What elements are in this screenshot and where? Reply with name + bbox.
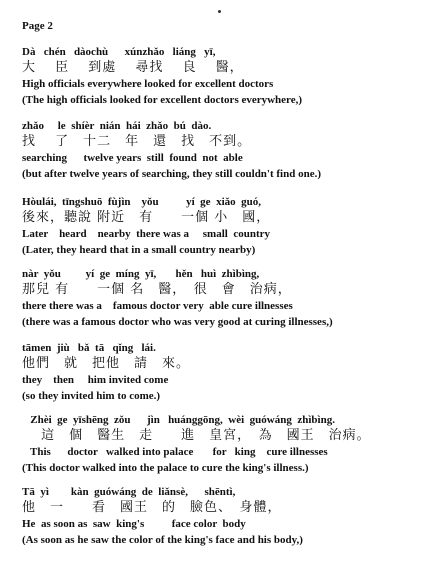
hanzi-line: 這 個 醫生 走 進 皇宮， 為 國王 治病。 xyxy=(22,428,371,443)
hanzi-line: 大 臣 到處 尋找 良 醫， xyxy=(22,60,244,75)
text-block-6 xyxy=(22,412,417,476)
gloss-line: they then him invited come xyxy=(22,374,169,386)
translation-line: (Later, they heard that in a small country nearby) xyxy=(22,244,256,256)
translation-line: (but after twelve years of searching, they still couldn't find one.) xyxy=(22,168,322,180)
pinyin-line: Hòulái, tīngshuō fùjìn yǒu yí ge xiǎo guó, xyxy=(22,196,261,208)
text-block-7 xyxy=(22,484,417,548)
gloss-line: He as soon as saw king's face color body xyxy=(22,518,246,530)
pinyin-line: Dà chén dàochù xúnzhǎo liáng yī, xyxy=(22,46,216,58)
gloss-line: Later heard nearby there was a small country xyxy=(22,228,270,240)
pinyin-line: Zhèi ge yīshēng zǒu jìn huánggōng, wèi guówáng zhìbìng. xyxy=(22,414,335,426)
gloss-line: searching twelve years still found not able xyxy=(22,152,243,164)
pinyin-line: tāmen jiù bǎ tā qǐng lái. xyxy=(22,342,156,354)
hanzi-line: 他們 就 把他 請 來。 xyxy=(22,356,191,371)
pinyin-line: Tā yì kàn guówáng de liǎnsè, shēntì, xyxy=(22,486,236,498)
hanzi-line: 那兒 有 一個 名 醫， 很 會 治病， xyxy=(22,282,292,297)
translation-line: (This doctor walked into the palace to cure the king's illness.) xyxy=(22,462,309,474)
pinyin-line: nàr yǒu yí ge míng yī, hěn huì zhìbìng, xyxy=(22,268,260,280)
text-block-2 xyxy=(22,118,417,182)
gloss-line: High officials everywhere looked for excellent doctors xyxy=(22,78,274,90)
text-block-3 xyxy=(22,194,417,258)
translation-line: (so they invited him to come.) xyxy=(22,390,161,402)
hanzi-line: 他 一 看 國王 的 臉色、 身體， xyxy=(22,500,282,515)
text-block-5 xyxy=(22,340,417,404)
hanzi-line: 後來，聽說 附近 有 一個 小 國， xyxy=(22,210,271,225)
speck-mark xyxy=(218,10,221,13)
text-block-4 xyxy=(22,266,417,330)
pinyin-line: zhǎo le shíèr nián hái zhǎo bú dào. xyxy=(22,120,212,132)
gloss-line: This doctor walked into palace for king cure illnesses xyxy=(22,446,328,458)
translation-line: (As soon as he saw the color of the king's face and his body,) xyxy=(22,534,303,546)
page-label: Page 2 xyxy=(22,20,53,32)
translation-line: (The high officials looked for excellent doctors everywhere,) xyxy=(22,94,303,106)
gloss-line: there there was a famous doctor very able cure illnesses xyxy=(22,300,293,312)
translation-line: (there was a famous doctor who was very good at curing illnesses,) xyxy=(22,316,333,328)
text-block-1 xyxy=(22,44,417,108)
hanzi-line: 找 了 十二 年 還 找 不到。 xyxy=(22,134,252,149)
